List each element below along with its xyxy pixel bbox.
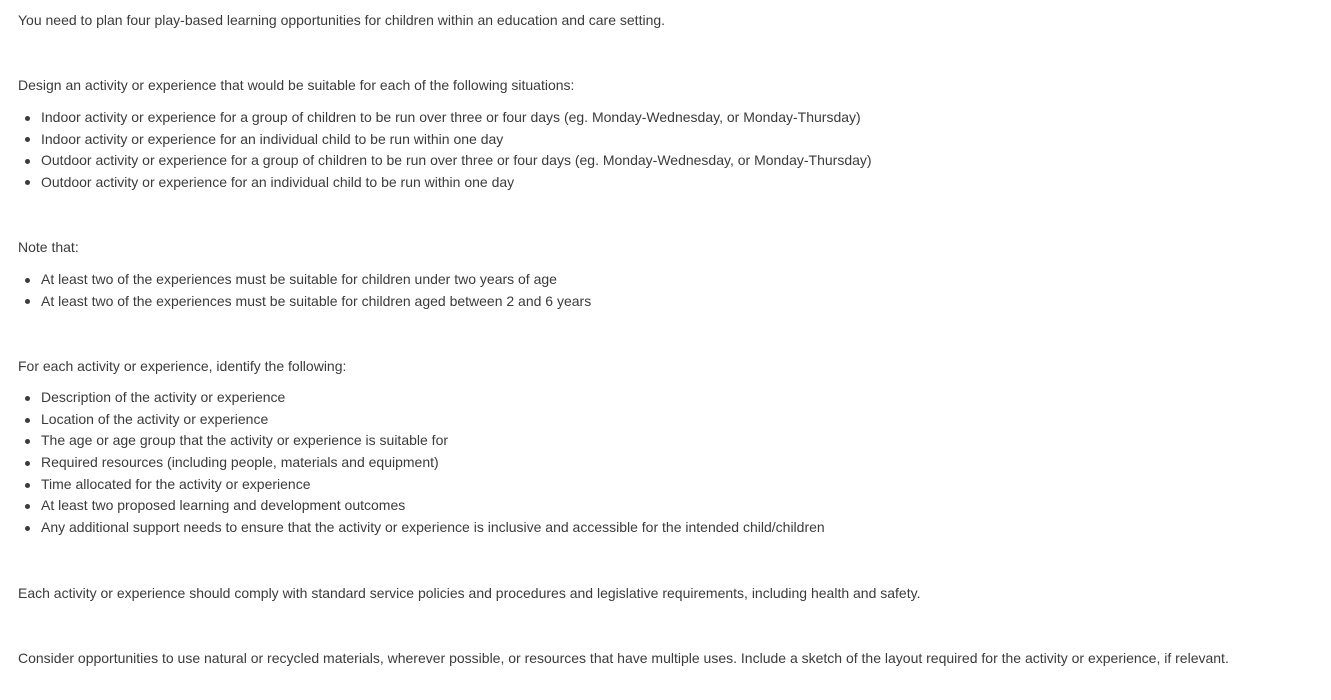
note-heading: Note that:: [18, 239, 79, 255]
intro-paragraph: You need to plan four play-based learning opportunities for children within an education and care setting.: [18, 12, 666, 28]
list-item: Outdoor activity or experience for a group of children to be run over three or four days (eg. Monday-Wednesday, or Monday-Thursday): [18, 150, 872, 172]
situations-heading: Design an activity or experience that would be suitable for each of the following situations:: [18, 77, 575, 93]
list-item: At least two of the experiences must be suitable for children aged between 2 and 6 years: [18, 291, 591, 313]
note-list: [18, 269, 591, 312]
list-item: At least two of the experiences must be suitable for children under two years of age: [18, 269, 591, 291]
list-item: Time allocated for the activity or experience: [18, 474, 825, 496]
identify-heading: For each activity or experience, identify the following:: [18, 358, 347, 374]
list-item: Required resources (including people, materials and equipment): [18, 452, 825, 474]
materials-paragraph: Consider opportunities to use natural or recycled materials, wherever possible, or resources that have multiple uses. Include a sketch of the layout required for the activity or experience, if relevant.: [18, 650, 1229, 666]
list-item: Description of the activity or experience: [18, 387, 825, 409]
list-item: The age or age group that the activity or experience is suitable for: [18, 430, 825, 452]
identify-list: [18, 387, 825, 539]
list-item: At least two proposed learning and development outcomes: [18, 495, 825, 517]
list-item: Outdoor activity or experience for an individual child to be run within one day: [18, 172, 872, 194]
list-item: Location of the activity or experience: [18, 409, 825, 431]
compliance-paragraph: Each activity or experience should comply with standard service policies and procedures and legislative requirements, including health and safety.: [18, 585, 921, 601]
list-item: Indoor activity or experience for a group of children to be run over three or four days (eg. Monday-Wednesday, or Monday-Thursday): [18, 107, 872, 129]
list-item: Any additional support needs to ensure that the activity or experience is inclusive and accessible for the intended child/children: [18, 517, 825, 539]
situations-list: [18, 107, 872, 193]
list-item: Indoor activity or experience for an individual child to be run within one day: [18, 129, 872, 151]
